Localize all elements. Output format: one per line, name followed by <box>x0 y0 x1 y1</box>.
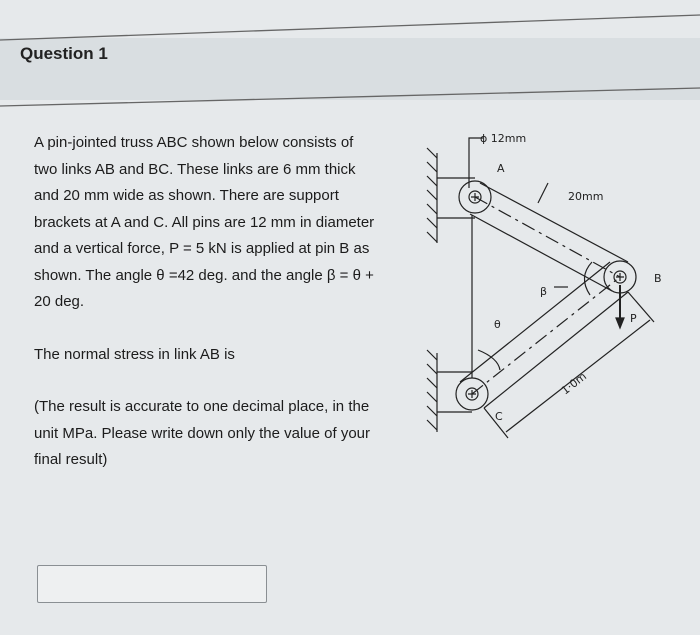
answer-input[interactable] <box>37 565 267 603</box>
note-line: unit MPa. Please write down only the value of your <box>34 424 371 442</box>
text-line: shown. The angle θ =42 deg. and the angle β = θ + <box>34 266 374 284</box>
text-line: 20 deg. <box>34 293 85 310</box>
wall-support-c <box>427 350 472 432</box>
force-p-arrow <box>616 285 624 328</box>
text-line: two links AB and BC. These links are 6 mm thick <box>34 160 356 178</box>
text-line: and 20 mm wide as shown. There are support <box>34 187 339 204</box>
text-line: A pin-jointed truss ABC shown below consists of <box>34 134 354 151</box>
note-line: final result) <box>34 451 108 468</box>
text-line: brackets at A and C. All pins are 12 mm in diameter <box>34 213 375 231</box>
note-line: (The result is accurate to one decimal place, in the <box>34 398 370 415</box>
label-p: P <box>630 312 637 325</box>
wall-support-a <box>427 148 475 243</box>
label-c: C <box>495 410 503 423</box>
pin-diameter-label: ϕ 12mm <box>480 132 527 145</box>
label-beta: β <box>540 285 548 298</box>
label-b: B <box>654 272 662 285</box>
question-title: Question 1 <box>20 44 108 63</box>
link-bc <box>460 262 628 408</box>
width-label: 20mm <box>568 190 604 203</box>
label-a: A <box>497 162 505 175</box>
text-line: and a vertical force, P = 5 kN is applied at pin B as <box>34 240 370 257</box>
label-theta: θ <box>494 318 501 331</box>
question-prompt: The normal stress in link AB is <box>34 345 235 363</box>
length-label: 1·0m <box>558 369 590 398</box>
